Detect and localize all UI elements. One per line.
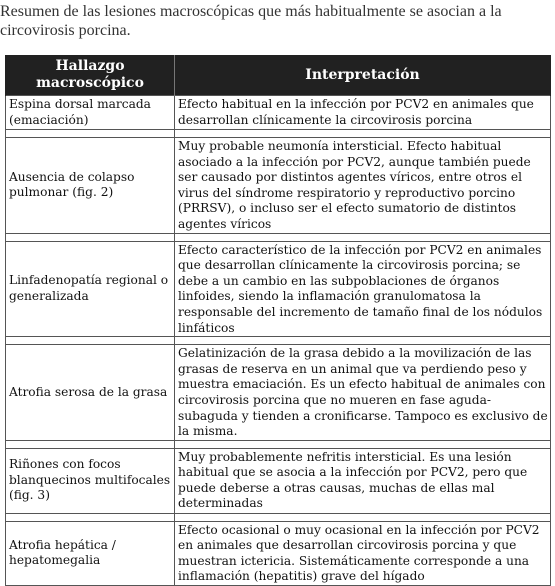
cell-hallazgo: Riñones con focos blanquecinos multifocales (fig. 3) [6, 448, 175, 513]
table-row [6, 448, 551, 513]
table-row [6, 345, 551, 441]
lesions-table [5, 55, 551, 586]
row-separator [6, 513, 551, 521]
header-hallazgo [6, 55, 175, 96]
cell-hallazgo: Atrofia serosa de la grasa [6, 345, 175, 441]
table-row [6, 241, 551, 337]
cell-interpretacion: Efecto ocasional o muy ocasional en la infección por PCV2 en animales que desarrollan circovirosis porcina y que muestran ictericia. Sistemáticamente corresponde a una inflamación (hepatitis) grave del hígado [175, 521, 551, 585]
caption-line-2: circovirosis porcina. [0, 22, 131, 39]
row-separator [6, 337, 551, 345]
cell-interpretacion: Efecto habitual en la infección por PCV2 en animales que desarrollan clínicamente la circovirosis porcina [175, 96, 551, 130]
row-separator [6, 233, 551, 241]
table-caption [0, 2, 555, 40]
table-header-row [6, 55, 551, 96]
header-hallazgo-line-2: macroscópico [36, 75, 144, 91]
cell-hallazgo: Ausencia de colapso pulmonar (fig. 2) [6, 138, 175, 234]
cell-interpretacion: Gelatinización de la grasa debido a la movilización de las grasas de reserva en un animal que va perdiendo peso y muestra emaciación. Es un efecto habitual de animales con circovirosis porcina que no mueren en fase aguda-subaguda y tienden a cronificarse. Tampoco es exclusivo de la misma. [175, 345, 551, 441]
cell-hallazgo: Atrofia hepática / hepatomegalia [6, 521, 175, 585]
cell-interpretacion: Muy probable neumonía intersticial. Efecto habitual asociado a la infección por PCV2, aunque también puede ser causado por distintos agentes víricos, entre otros el virus del síndrome respiratorio y reproductivo porcino (PRRSV), o incluso ser el efecto sumatorio de distintos agentes víricos [175, 138, 551, 234]
cell-interpretacion: Efecto característico de la infección por PCV2 en animales que desarrollan clínicamente la circovirosis porcina; se debe a un cambio en las subpoblaciones de órganos linfoides, siendo la inflamación granulomatosa la responsable del incremento de tamaño final de los nódulos linfáticos [175, 241, 551, 337]
row-separator [6, 440, 551, 448]
caption-line-1: Resumen de las lesiones macroscópicas que más habitualmente se asocian a la [0, 3, 502, 20]
header-interpretacion: Interpretación [175, 55, 551, 96]
header-hallazgo-line-1: Hallazgo [55, 58, 125, 74]
table-row [6, 138, 551, 234]
table-row [6, 96, 551, 130]
row-separator [6, 130, 551, 138]
table-row [6, 521, 551, 585]
cell-interpretacion: Muy probablemente nefritis intersticial. Es una lesión habitual que se asocia a la infección por PCV2, pero que puede deberse a otras causas, muchas de ellas mal determinadas [175, 448, 551, 513]
cell-hallazgo: Espina dorsal marcada (emaciación) [6, 96, 175, 130]
cell-hallazgo: Linfadenopatía regional o generalizada [6, 241, 175, 337]
